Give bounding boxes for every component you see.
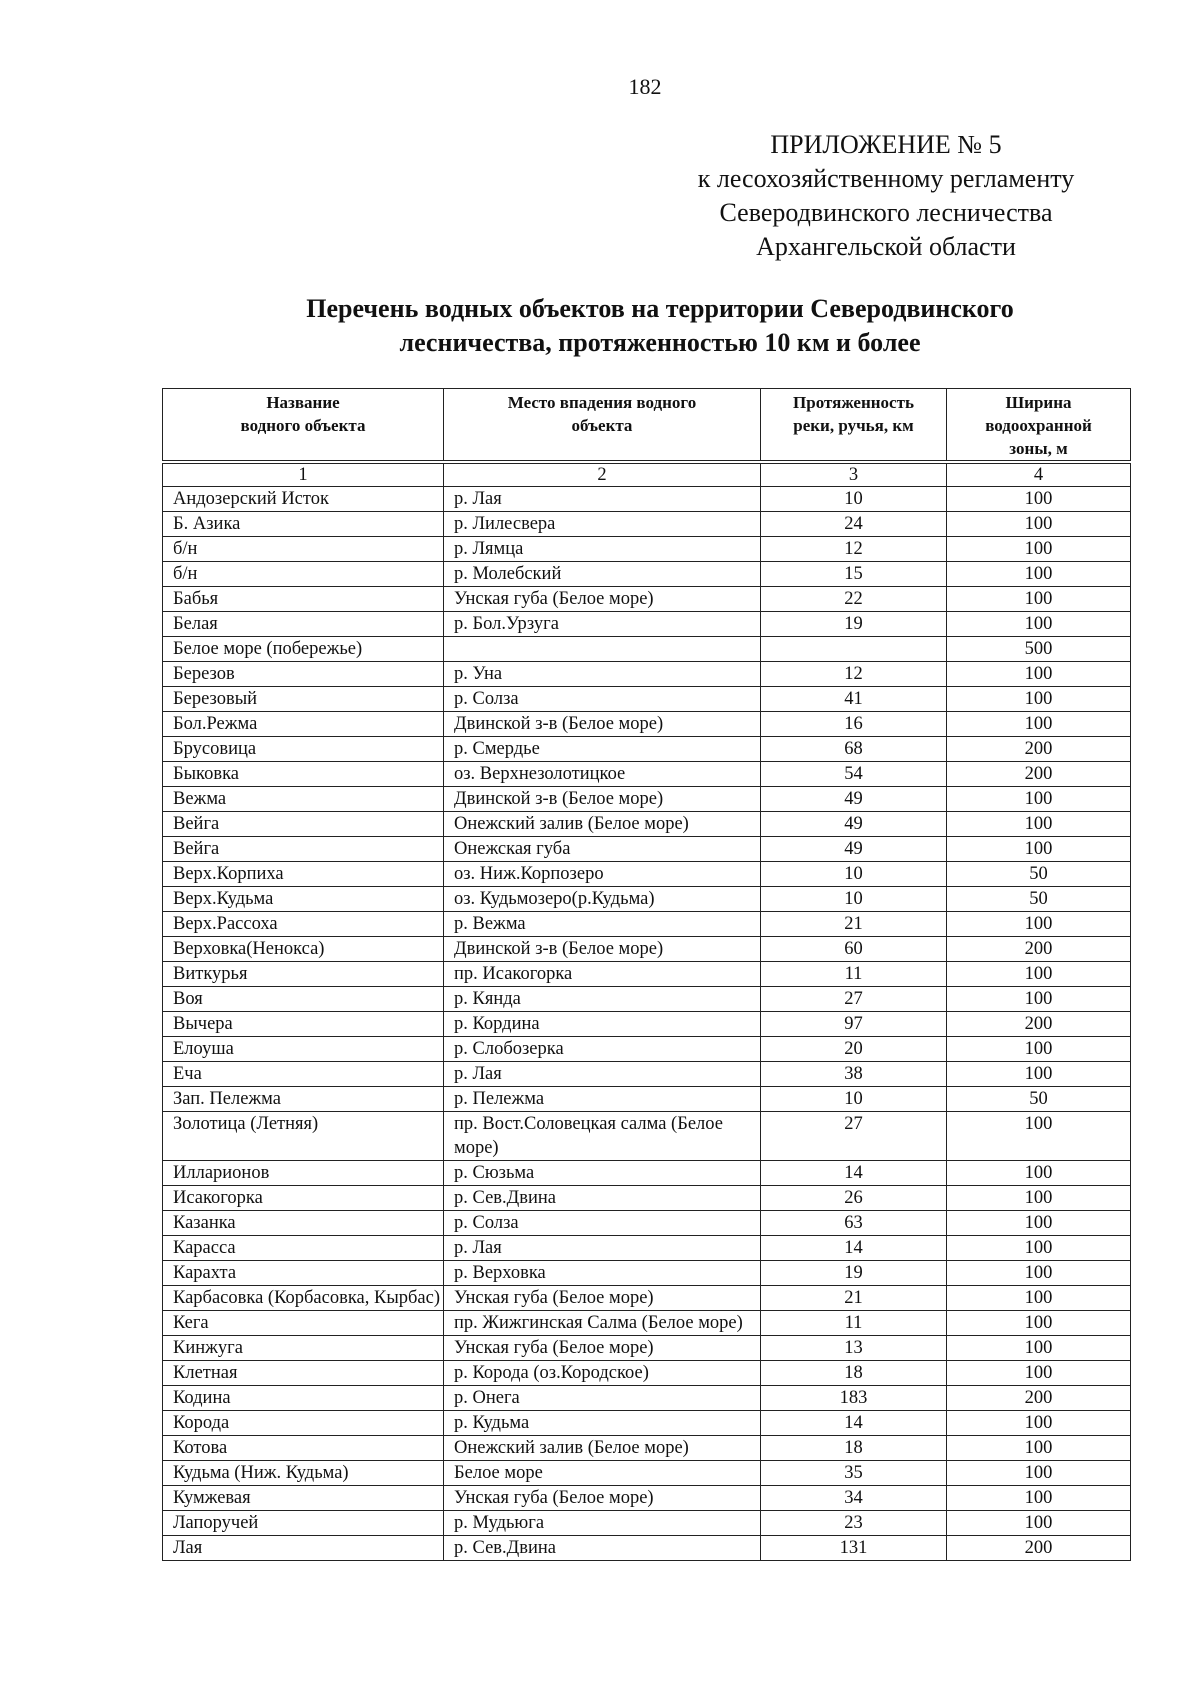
cell-name: Березов [163,662,444,687]
cell-name: б/н [163,537,444,562]
cell-width: 100 [947,562,1131,587]
table-row [163,987,1131,1012]
cell-width: 100 [947,1361,1131,1386]
cell-mouth: Онежский залив (Белое море) [444,1436,761,1461]
header-line: Название [266,393,340,412]
cell-mouth: Двинской з-в (Белое море) [444,937,761,962]
cell-width: 100 [947,512,1131,537]
cell-name: Бабья [163,587,444,612]
cell-mouth: р. Солза [444,1211,761,1236]
table-row [163,1361,1131,1386]
cell-name: Белая [163,612,444,637]
cell-name: Б. Азика [163,512,444,537]
column-index: 2 [444,464,761,487]
cell-name: Виткурья [163,962,444,987]
table-row [163,1037,1131,1062]
cell-mouth: р. Лая [444,1236,761,1261]
cell-width: 200 [947,737,1131,762]
cell-width: 200 [947,937,1131,962]
cell-name: Котова [163,1436,444,1461]
cell-mouth: р. Лая [444,1062,761,1087]
cell-name: Белое море (побережье) [163,637,444,662]
cell-length: 10 [761,487,947,512]
cell-mouth: пр. Исакогорка [444,962,761,987]
cell-name: Бол.Режма [163,712,444,737]
table-row [163,1436,1131,1461]
cell-length: 49 [761,837,947,862]
table-row [163,1261,1131,1286]
cell-width: 100 [947,1161,1131,1186]
cell-name: Вежма [163,787,444,812]
table-row [163,887,1131,912]
cell-mouth: пр. Вост.Соловецкая салма (Белое море) [444,1112,761,1161]
table-row [163,937,1131,962]
cell-length: 12 [761,537,947,562]
cell-width: 100 [947,1236,1131,1261]
table-row [163,562,1131,587]
cell-width: 200 [947,762,1131,787]
cell-length: 21 [761,912,947,937]
cell-name: Брусовица [163,737,444,762]
cell-length: 10 [761,887,947,912]
cell-width: 100 [947,962,1131,987]
cell-mouth: р. Слобозерка [444,1037,761,1062]
cell-name: Карбасовка (Корбасовка, Кырбас) [163,1286,444,1311]
cell-width: 100 [947,1486,1131,1511]
cell-name: Вейга [163,837,444,862]
cell-width: 100 [947,912,1131,937]
cell-mouth: р. Верховка [444,1261,761,1286]
cell-mouth: р. Солза [444,687,761,712]
cell-width: 100 [947,812,1131,837]
cell-mouth [444,637,761,662]
page-number: 182 [628,74,662,99]
cell-length: 49 [761,787,947,812]
table-row [163,737,1131,762]
cell-mouth: р. Лямца [444,537,761,562]
cell-width: 200 [947,1536,1131,1561]
cell-width: 100 [947,537,1131,562]
cell-length: 16 [761,712,947,737]
cell-length: 13 [761,1336,947,1361]
cell-width: 100 [947,1186,1131,1211]
cell-length: 14 [761,1236,947,1261]
header-line: Место впадения водного [507,393,697,412]
appendix-line-2: к лесохозяйственному регламенту [697,164,1075,193]
table-row [163,1087,1131,1112]
cell-mouth: пр. Жижгинская Салма (Белое море) [444,1311,761,1336]
cell-length: 10 [761,862,947,887]
cell-length [761,637,947,662]
cell-width: 100 [947,1461,1131,1486]
cell-length: 60 [761,937,947,962]
cell-length: 54 [761,762,947,787]
table-row [163,662,1131,687]
cell-name: Кега [163,1311,444,1336]
cell-length: 97 [761,1012,947,1037]
cell-mouth: р. Сев.Двина [444,1536,761,1561]
cell-name: Вычера [163,1012,444,1037]
table-row [163,1486,1131,1511]
table-row [163,862,1131,887]
cell-name: Карасса [163,1236,444,1261]
title-line-1: Перечень водных объектов на территории Северодвинского [306,294,1014,323]
cell-name: Верховка(Ненокса) [163,937,444,962]
table-row [163,1461,1131,1486]
cell-length: 131 [761,1536,947,1561]
header-line: реки, ручья, км [793,416,914,435]
cell-width: 50 [947,862,1131,887]
cell-name: Золотица (Летняя) [163,1112,444,1161]
cell-length: 41 [761,687,947,712]
cell-mouth: р. Вежма [444,912,761,937]
cell-mouth: оз. Верхнезолотицкое [444,762,761,787]
cell-name: Кумжевая [163,1486,444,1511]
cell-mouth: р. Кордина [444,1012,761,1037]
cell-name: Исакогорка [163,1186,444,1211]
header-line: Протяженность [793,393,914,412]
cell-width: 100 [947,1411,1131,1436]
cell-length: 11 [761,962,947,987]
cell-name: Зап. Пележма [163,1087,444,1112]
cell-length: 63 [761,1211,947,1236]
cell-mouth: р. Кудьма [444,1411,761,1436]
document-title [160,292,1160,360]
cell-length: 11 [761,1311,947,1336]
cell-name: Верх.Корпиха [163,862,444,887]
cell-name: Кудьма (Ниж. Кудьма) [163,1461,444,1486]
table-row [163,637,1131,662]
cell-width: 100 [947,1286,1131,1311]
cell-width: 100 [947,787,1131,812]
cell-width: 100 [947,1112,1131,1161]
cell-width: 50 [947,887,1131,912]
cell-name: Еча [163,1062,444,1087]
cell-mouth: р. Бол.Урзуга [444,612,761,637]
cell-width: 100 [947,487,1131,512]
column-index: 4 [947,464,1131,487]
cell-length: 20 [761,1037,947,1062]
table-row [163,837,1131,862]
table-header [162,388,1131,461]
table-row [163,612,1131,637]
cell-name: Корода [163,1411,444,1436]
cell-mouth: р. Лая [444,487,761,512]
table-row [163,812,1131,837]
cell-name: Лапоручей [163,1511,444,1536]
table-row [163,687,1131,712]
table-row [163,1336,1131,1361]
cell-name: Кинжуга [163,1336,444,1361]
cell-name: Казанка [163,1211,444,1236]
cell-length: 35 [761,1461,947,1486]
cell-width: 100 [947,987,1131,1012]
cell-length: 49 [761,812,947,837]
cell-length: 19 [761,612,947,637]
header-line: зоны, м [1009,439,1068,458]
cell-mouth: р. Онега [444,1386,761,1411]
cell-width: 100 [947,1037,1131,1062]
cell-mouth: р. Сюзьма [444,1161,761,1186]
cell-mouth: р. Кянда [444,987,761,1012]
table-row [163,762,1131,787]
appendix-line-4: Архангельской области [756,232,1016,261]
header-line: водного объекта [240,416,366,435]
cell-width: 50 [947,1087,1131,1112]
cell-length: 18 [761,1361,947,1386]
table-row [163,1236,1131,1261]
cell-length: 15 [761,562,947,587]
cell-mouth: Унская губа (Белое море) [444,587,761,612]
cell-length: 38 [761,1062,947,1087]
cell-name: Клетная [163,1361,444,1386]
cell-mouth: р. Уна [444,662,761,687]
appendix-line-3: Северодвинского лесничества [719,198,1053,227]
header-length [761,389,947,461]
cell-mouth: Двинской з-в (Белое море) [444,787,761,812]
cell-width: 100 [947,1211,1131,1236]
cell-width: 100 [947,1336,1131,1361]
column-index: 3 [761,464,947,487]
header-row [163,389,1131,461]
cell-width: 200 [947,1386,1131,1411]
cell-width: 100 [947,1261,1131,1286]
cell-mouth: оз. Кудьмозеро(р.Кудьма) [444,887,761,912]
cell-mouth: р. Корода (оз.Кородское) [444,1361,761,1386]
table-row [163,787,1131,812]
cell-width: 200 [947,1012,1131,1037]
table-row [163,587,1131,612]
cell-length: 19 [761,1261,947,1286]
table-row [163,1386,1131,1411]
table-row [163,1536,1131,1561]
cell-width: 100 [947,587,1131,612]
table-row [163,487,1131,512]
cell-name: Андозерский Исток [163,487,444,512]
cell-width: 100 [947,1511,1131,1536]
header-line: водоохранной [985,416,1092,435]
table-row [163,1311,1131,1336]
table-row [163,1211,1131,1236]
cell-mouth: Унская губа (Белое море) [444,1286,761,1311]
header-width [947,389,1131,461]
header-name [163,389,444,461]
cell-length: 12 [761,662,947,687]
appendix-heading [650,128,1122,264]
cell-length: 10 [761,1087,947,1112]
column-index-row [163,464,1131,487]
cell-mouth: Унская губа (Белое море) [444,1336,761,1361]
cell-name: Быковка [163,762,444,787]
cell-length: 27 [761,987,947,1012]
header-line: Ширина [1005,393,1072,412]
cell-mouth: Онежская губа [444,837,761,862]
cell-width: 100 [947,1311,1131,1336]
cell-length: 21 [761,1286,947,1311]
cell-width: 100 [947,612,1131,637]
header-line: объекта [571,416,633,435]
header-mouth [444,389,761,461]
cell-name: Лая [163,1536,444,1561]
cell-name: Кодина [163,1386,444,1411]
cell-length: 18 [761,1436,947,1461]
table-row [163,1411,1131,1436]
table-row [163,1062,1131,1087]
title-line-2: лесничества, протяженностью 10 км и более [399,328,921,357]
cell-length: 24 [761,512,947,537]
cell-width: 100 [947,837,1131,862]
table-row [163,1286,1131,1311]
table-row [163,1112,1131,1161]
table-row [163,1511,1131,1536]
cell-name: Верх.Кудьма [163,887,444,912]
cell-mouth: оз. Ниж.Корпозеро [444,862,761,887]
cell-width: 100 [947,1062,1131,1087]
cell-length: 27 [761,1112,947,1161]
table-row [163,1012,1131,1037]
cell-mouth: р. Лилесвера [444,512,761,537]
cell-mouth: Унская губа (Белое море) [444,1486,761,1511]
cell-name: Карахта [163,1261,444,1286]
cell-length: 14 [761,1411,947,1436]
table-row [163,537,1131,562]
table-body [163,464,1131,1561]
cell-mouth: р. Мудьюга [444,1511,761,1536]
cell-length: 34 [761,1486,947,1511]
table-row [163,712,1131,737]
table-row [163,1161,1131,1186]
cell-width: 100 [947,687,1131,712]
column-index: 1 [163,464,444,487]
cell-mouth: р. Сев.Двина [444,1186,761,1211]
cell-name: Елоуша [163,1037,444,1062]
cell-length: 183 [761,1386,947,1411]
cell-width: 500 [947,637,1131,662]
cell-width: 100 [947,712,1131,737]
cell-name: Березовый [163,687,444,712]
cell-width: 100 [947,1436,1131,1461]
cell-mouth: р. Пележма [444,1087,761,1112]
water-bodies-table [162,463,1131,1561]
table-row [163,962,1131,987]
cell-length: 23 [761,1511,947,1536]
cell-mouth: Онежский залив (Белое море) [444,812,761,837]
cell-length: 14 [761,1161,947,1186]
table-row [163,512,1131,537]
cell-length: 68 [761,737,947,762]
cell-name: Илларионов [163,1161,444,1186]
cell-mouth: Двинской з-в (Белое море) [444,712,761,737]
cell-length: 22 [761,587,947,612]
cell-mouth: Белое море [444,1461,761,1486]
cell-name: Верх.Рассоха [163,912,444,937]
cell-mouth: р. Смердье [444,737,761,762]
cell-name: Воя [163,987,444,1012]
table-row [163,1186,1131,1211]
cell-width: 100 [947,662,1131,687]
cell-length: 26 [761,1186,947,1211]
cell-mouth: р. Молебский [444,562,761,587]
cell-name: Вейга [163,812,444,837]
table-row [163,912,1131,937]
appendix-line-1: ПРИЛОЖЕНИЕ № 5 [770,130,1002,159]
cell-name: б/н [163,562,444,587]
